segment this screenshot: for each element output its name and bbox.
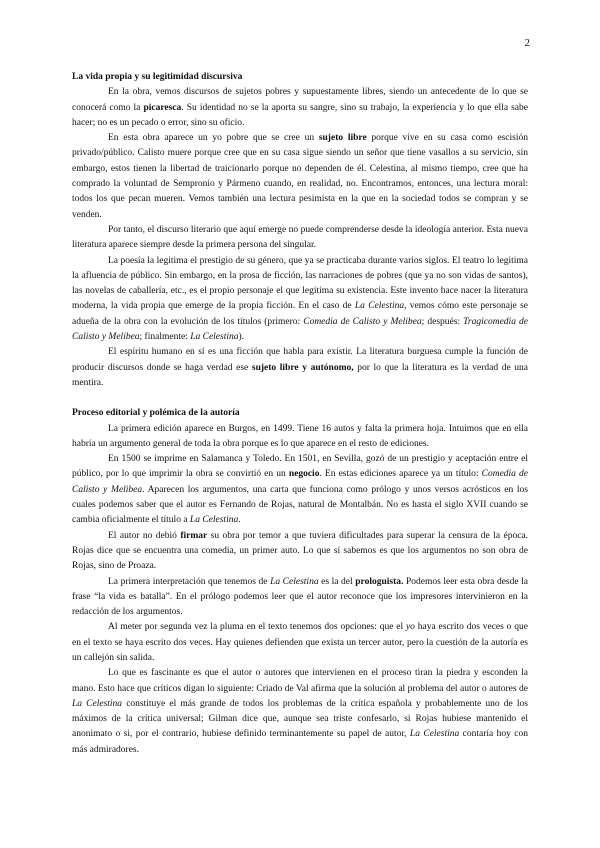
text-run: ).	[238, 332, 245, 343]
section-heading: Proceso editorial y polémica de la autoría	[72, 408, 240, 419]
section-vida-propia	[72, 70, 528, 391]
text-run: ; después:	[421, 316, 464, 327]
text-run: haya escrito dos veces o que en el texto se haya escrito dos veces. Hay quienes defienden que exista un tercer autor, pero la cuestión de la autoría es un callejón sin salida.	[72, 622, 528, 663]
text-run: porque vive en su casa como escisión privado/público. Calisto muere porque cree que en su casa sigue siendo un señor que tiene vasallos a su servicio, sin embargo, estos tienen la libertad de traicionarlo porque no dependen de él. Celestina, al mismo tiempo, cree que ha comprado la voluntad de Sempronio y Pármeno cuando, en realidad, no. Encontramos, entonces, una lectura moral: todos los que pecan mueren. Vemos también una lectura pesimista en la que en la sociedad todos se compran y se venden.	[72, 133, 528, 220]
text-run: contaría hoy con más admiradores.	[72, 729, 528, 755]
bold-text: picaresca	[143, 102, 182, 113]
text-run: Lo que es fascinante es que el autor o autores que intervienen en el proceso tiran la piedra y esconden la mano. Esto hace que críticos digan lo siguiente: Criado de Val afirma que la solución al problema del autor o autores de	[72, 668, 528, 694]
italic-text: Comedia de Calisto y Melibea	[303, 316, 422, 327]
text-run: . Aparecen los argumentos, una carta que funciona como prólogo y unos versos acrósticos en los cuales podemos saber que el autor es Fernando de Rojas, natural de Montalbán. No es hasta el siglo XVII cuando se cambia oficialmente el título a	[72, 484, 528, 526]
paragraph	[72, 529, 528, 575]
text-run: por lo que la literatura es la verdad de una mentira.	[72, 362, 528, 388]
text-run: .	[238, 515, 241, 526]
bold-text: firmar	[180, 530, 208, 541]
text-run: es la del	[318, 576, 356, 587]
text-run: . Su identidad no se la aporta su sangre, sino su trabajo, la experiencia y lo que ella sabe hacer; no es un pecado o error, sino su oficio.	[72, 102, 528, 128]
italic-text: La Celestina	[354, 301, 405, 312]
paragraph	[72, 620, 528, 666]
text-run: La primera interpretación que tenemos de	[108, 576, 271, 587]
bold-text: negocio	[288, 469, 320, 480]
paragraph	[72, 131, 528, 223]
italic-text: yo	[405, 622, 415, 633]
italic-text: La Celestina	[190, 332, 239, 343]
text-run: constituye el más grande de todos los problemas de la crítica española y probablemente uno de los máximos de la crítica universal; Gilman dice que, aunque sea triste confesarlo, si Rojas hubiese mantenido el anonimato o si, por el contrario, hubiese definido terminantemente su papel de autor,	[72, 698, 528, 740]
text-run: Podemos leer esta obra desde la frase “la vida es batalla”. En el prólogo podemos leer que el autor reconoce que los impresores intervinieron en la redacción de los argumentos.	[72, 576, 528, 618]
section-paragraphs	[72, 422, 528, 759]
italic-text: Comedia de Calisto y Melibea	[72, 469, 528, 495]
italic-text: La Celestina	[409, 729, 460, 740]
bold-text: sujeto libre	[318, 133, 367, 144]
text-run: El autor no debió	[108, 530, 181, 541]
section-paragraphs	[72, 85, 528, 391]
paragraph	[72, 575, 528, 621]
text-run: , vemos cómo este personaje se adueña de la obra con la evolución de los títulos (primero:	[72, 301, 528, 327]
bold-text: prologuista.	[355, 576, 404, 587]
italic-text: Tragicomedia de Calisto y Melibea	[72, 316, 528, 343]
italic-text: La Celestina	[270, 576, 319, 587]
text-run: En 1500 se imprime en Salamanca y Toledo. En 1501, en Sevilla, gozó de un prestigio y aceptación entre el público, por lo que imprimir la obra se convirtió en un	[72, 454, 528, 480]
italic-text: La Celestina	[189, 515, 239, 526]
paragraph	[72, 452, 528, 528]
paragraph	[72, 254, 528, 346]
text-run: su obra por temor a que tuviera dificultades para superar la censura de la época. Rojas dice que se encuentra una comedia, un primer auto. Lo que sí sabemos es que los argumentos no son obra de Rojas, sino de Proaza.	[72, 530, 529, 572]
page-number: 2	[524, 37, 530, 49]
section-proceso-editorial	[72, 406, 528, 758]
text-run: La primera edición aparece en Burgos, en 1499. Tiene 16 autos y falta la primera hoja. Intuimos que en ella habría un argumento general de toda la obra porque es lo que aparece en el resto de ediciones.	[72, 423, 528, 449]
text-run: En la obra, vemos discursos de sujetos pobres y supuestamente libres, siendo un antecedente de lo que se conocerá como la	[72, 87, 528, 113]
section-heading: La vida propia y su legitimidad discursiva	[72, 72, 243, 82]
bold-text: sujeto libre y autónomo,	[251, 362, 354, 373]
document-body	[72, 70, 528, 758]
text-run: ; finalmente:	[139, 332, 191, 343]
paragraph	[72, 85, 528, 131]
text-run: La poesía la legitima el prestigio de su género, que ya se practicaba durante varios siglos. El teatro lo legitima la afluencia de público. Sin embargo, en la prosa de ficción, las narraciones de pobres (que ya no son vidas de santos), las novelas de caballería, etc., es el propio personaje el que legitima su existencia. Este invento hace nacer la literatura moderna, la vida propia que emerge de la propia ficción. En el caso de	[72, 255, 528, 312]
text-run: Por tanto, el discurso literario que aquí emerge no puede comprenderse desde la ideología anterior. Esta nueva literatura aparece siempre desde la primera persona del singular.	[72, 224, 528, 251]
paragraph	[72, 223, 528, 254]
paragraph	[72, 422, 528, 453]
italic-text: La Celestina	[72, 698, 123, 709]
paragraph	[72, 666, 528, 758]
text-run: En esta obra aparece un yo pobre que se cree un	[108, 133, 319, 144]
paragraph	[72, 345, 528, 391]
text-run: El espíritu humano en sí es una ficción que habla para existir. La literatura burguesa cumple la función de producir discursos donde se haga verdad ese	[72, 347, 528, 373]
text-run: Al meter por segunda vez la pluma en el texto tenemos dos opciones: que el	[108, 622, 406, 633]
text-run: . En estas ediciones aparece ya un título:	[319, 469, 482, 480]
